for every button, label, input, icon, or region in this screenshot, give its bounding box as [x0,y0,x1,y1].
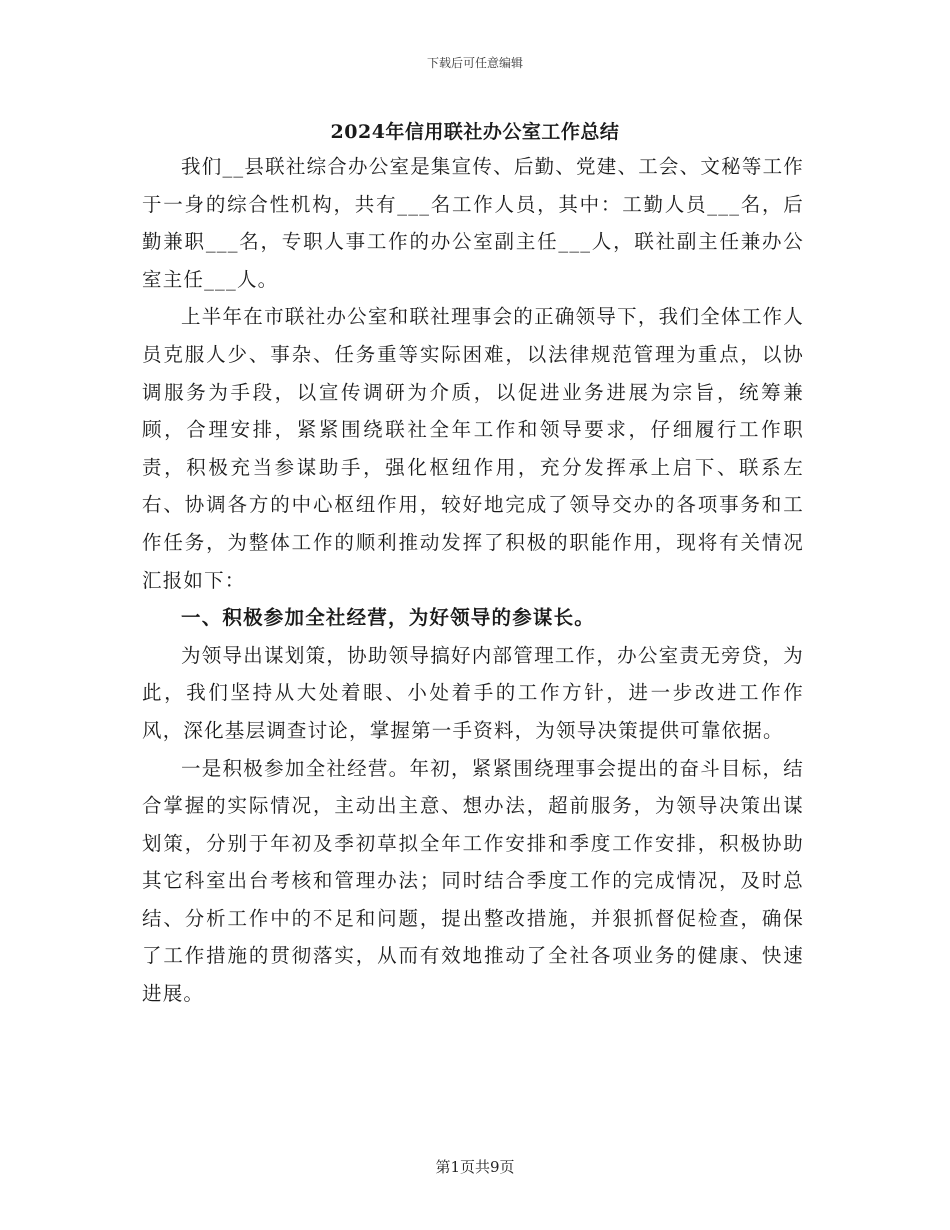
document-body [142,148,804,1013]
section-heading-1: 一、积极参加全社经营，为好领导的参谋长。 [181,606,596,630]
paragraph-intro: 我们__县联社综合办公室是集宣传、后勤、党建、工会、文秘等工作于一身的综合性机构，共有___名工作人员，其中：工勤人员___名，后勤兼职___名，专职人事工作的办公室副主任___人，联社副主任兼办公室主任___人。 [142,155,804,291]
paragraph-summary: 上半年在市联社办公室和联社理事会的正确领导下，我们全体工作人员克服人少、事杂、任务重等实际困难，以法律规范管理为重点，以协调服务为手段，以宣传调研为介质，以促进业务进展为宗旨，统筹兼顾，合理安排，紧紧围绕联社全年工作和领导要求，仔细履行工作职责，积极充当参谋助手，强化枢纽作用，充分发挥承上启下、联系左右、协调各方的中心枢纽作用，较好地完成了领导交办的各项事务和工作任务，为整体工作的顺利推动发挥了积极的职能作用，现将有关情况汇报如下： [142,305,804,592]
header-note: 下载后可任意编辑 [426,56,523,70]
paragraph-item-1: 一是积极参加全社经营。年初，紧紧围绕理事会提出的奋斗目标，结合掌握的实际情况，主动出主意、想办法，超前服务，为领导决策出谋划策，分别于年初及季初草拟全年工作安排和季度工作安排，积极协助其它科室出台考核和管理办法；同时结合季度工作的完成情况，及时总结、分析工作中的不足和问题，提出整改措施，并狠抓督促检查，确保了工作措施的贯彻落实，从而有效地推动了全社各项业务的健康、快速进展。 [142,756,804,1006]
document-title: 2024年信用联社办公室工作总结 [330,121,620,143]
paragraph-section-1: 为领导出谋划策，协助领导搞好内部管理工作，办公室责无旁贷，为此，我们坚持从大处着眼、小处着手的工作方针，进一步改进工作作风，深化基层调查讨论，掌握第一手资料，为领导决策提供可靠依据。 [142,643,804,742]
page-number: 第1页共9页 [435,1158,515,1176]
